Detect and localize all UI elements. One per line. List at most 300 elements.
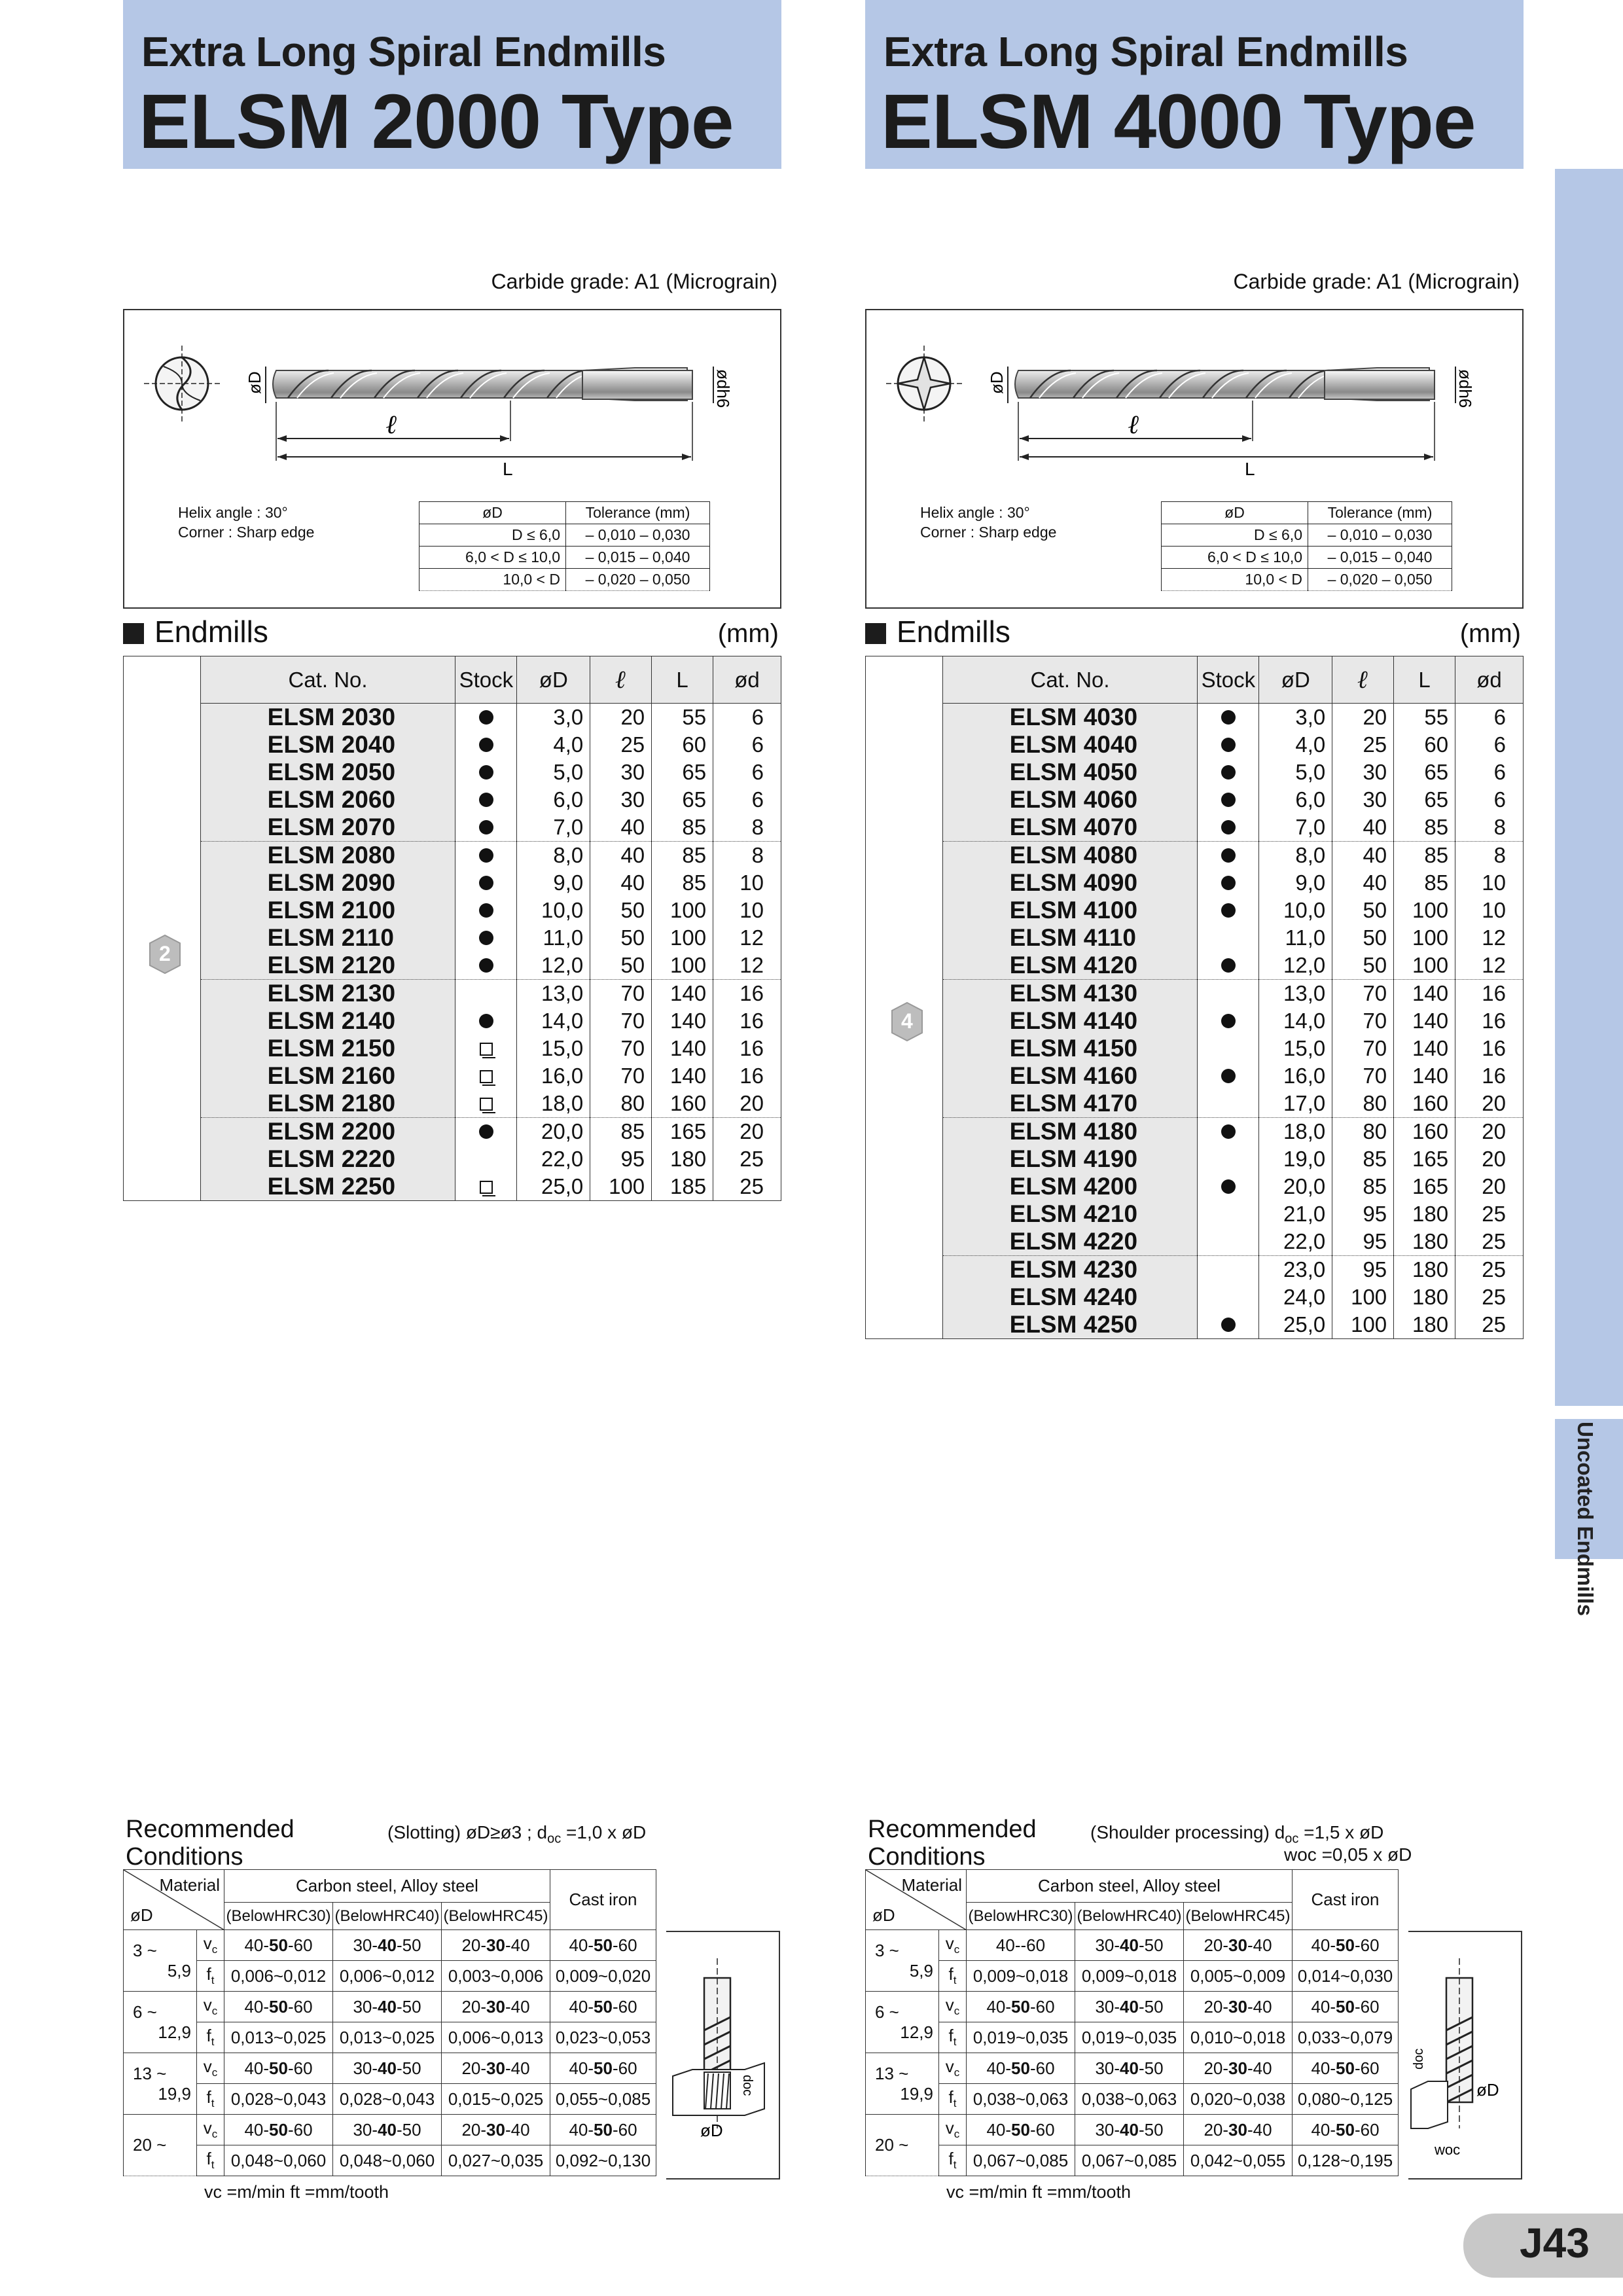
table-row (866, 1256, 1524, 1284)
flute-length: 95 (1332, 1228, 1394, 1256)
diameter: 6,0 (1259, 786, 1332, 814)
condition-value: 0,020~0,038 (1184, 2084, 1293, 2115)
stock-cell (1198, 980, 1259, 1008)
vc-symbol: $v_c$ (197, 2053, 224, 2084)
condition-value: 40-50-60 (550, 1930, 656, 1961)
tolerance-row (1162, 502, 1452, 524)
diameter: 15,0 (1259, 1035, 1332, 1062)
stock-cell (1198, 952, 1259, 980)
cat-no: ELSM 4060 (942, 786, 1198, 814)
stock-cell (455, 1007, 517, 1035)
cat-no: ELSM 2070 (200, 814, 455, 842)
in-stock-icon (1221, 765, 1236, 780)
diameter: 13,0 (517, 980, 590, 1008)
flute-length: 85 (1332, 1173, 1394, 1200)
stock-cell (1198, 1200, 1259, 1228)
in-stock-icon (479, 820, 493, 834)
overall-length: 140 (652, 980, 713, 1008)
condition-value: 0,003~0,006 (442, 1961, 550, 1992)
cat-no: ELSM 4100 (942, 897, 1198, 924)
stock-cell (1198, 759, 1259, 786)
tolerance-value: Tolerance (mm) (566, 502, 710, 524)
diameter: 4,0 (1259, 731, 1332, 759)
cutting-illustration (666, 1931, 780, 2179)
ft-row (866, 2022, 1399, 2053)
in-stock-icon (479, 848, 493, 863)
overall-length: 65 (652, 786, 713, 814)
table-row (866, 924, 1524, 952)
shank-diameter: 25 (1455, 1228, 1524, 1256)
vc-row (124, 1930, 656, 1961)
flute-length: 50 (1332, 924, 1394, 952)
column-header: Stock (1198, 656, 1259, 704)
overall-length: 85 (1394, 814, 1455, 842)
ft-symbol: $f_t$ (939, 2084, 967, 2115)
shank-diameter: 20 (713, 1090, 781, 1118)
vc-row (866, 2115, 1399, 2145)
condition-value: 0,006~0,012 (224, 1961, 333, 1992)
diameter: 20,0 (1259, 1173, 1332, 1200)
condition-value: 40-50-60 (1293, 1992, 1399, 2022)
ft-row (124, 2022, 656, 2053)
condition-value: 20-30-40 (442, 2053, 550, 2084)
flute-length: 85 (590, 1118, 652, 1146)
shank-diameter: 20 (1455, 1118, 1524, 1146)
shank-diameter: 6 (1455, 786, 1524, 814)
stock-cell (1198, 1311, 1259, 1339)
diameter: 11,0 (1259, 924, 1332, 952)
flute-length: 50 (1332, 952, 1394, 980)
cutting-illustration (1408, 1931, 1522, 2179)
overall-length: 85 (1394, 869, 1455, 897)
flute-length: 30 (1332, 786, 1394, 814)
tolerance-value: – 0,020 – 0,050 (566, 569, 710, 591)
stock-cell (1198, 1283, 1259, 1311)
diameter-range: 3 ~ 5,9 (124, 1930, 197, 1992)
side-tab-label: Uncoated Endmills (1573, 1422, 1597, 1617)
condition-value: 20-30-40 (442, 1992, 550, 2022)
product-subtitle: Extra Long Spiral Endmills (141, 28, 666, 75)
diameter: 20,0 (517, 1118, 590, 1146)
steel-header: Carbon steel, Alloy steel (967, 1870, 1293, 1903)
flute-length: 40 (590, 814, 652, 842)
table-row (866, 1062, 1524, 1090)
column-header: Cat. No. (942, 656, 1198, 704)
condition-value: 0,067~0,085 (967, 2145, 1075, 2176)
cutting-tool-icon (666, 1932, 779, 2178)
flute-length: 70 (590, 980, 652, 1008)
column-elsm-2000 (123, 0, 781, 2296)
cat-no: ELSM 4240 (942, 1283, 1198, 1311)
dim-L-label: L (1245, 459, 1255, 479)
tolerance-value: – 0,015 – 0,040 (1308, 547, 1452, 569)
ft-symbol: $f_t$ (197, 2022, 224, 2053)
flute-length: 50 (590, 952, 652, 980)
diameter: 17,0 (1259, 1090, 1332, 1118)
flute-length: 40 (1332, 842, 1394, 870)
corner-type: Corner : Sharp edge (920, 524, 1057, 541)
flute-length: 25 (590, 731, 652, 759)
flute-count: 2 (159, 941, 171, 965)
cast-iron-header: Cast iron (550, 1870, 656, 1930)
svg-text:woc: woc (1435, 2142, 1461, 2158)
shank-diameter: 6 (1455, 704, 1524, 732)
flute-length: 70 (1332, 1062, 1394, 1090)
condition-value: 40-50-60 (224, 1992, 333, 2022)
in-stock-icon (1221, 710, 1236, 725)
stock-cell (455, 1173, 517, 1201)
overall-length: 180 (1394, 1200, 1455, 1228)
table-row (124, 1062, 781, 1090)
cat-no: ELSM 2120 (200, 952, 455, 980)
flute-length: 20 (1332, 704, 1394, 732)
shank-diameter: 16 (713, 1062, 781, 1090)
condition-value: 0,092~0,130 (550, 2145, 656, 2176)
tolerance-value: – 0,010 – 0,030 (566, 524, 710, 547)
ft-symbol: $f_t$ (939, 2145, 967, 2176)
stock-cell (1198, 1007, 1259, 1035)
overall-length: 100 (652, 897, 713, 924)
shank-diameter: 10 (713, 869, 781, 897)
flute-length: 50 (1332, 897, 1394, 924)
stock-cell (1198, 1228, 1259, 1256)
tolerance-table (419, 501, 710, 591)
flute-length: 50 (590, 897, 652, 924)
column-header: ød (713, 656, 781, 704)
diameter-range: 6 ~ 12,9 (866, 1992, 939, 2053)
hrc-label: (BelowHRC45) (442, 1903, 550, 1930)
stock-cell (1198, 1173, 1259, 1200)
in-stock-icon (1221, 793, 1236, 807)
overall-length: 180 (1394, 1311, 1455, 1339)
tolerance-row (419, 524, 710, 547)
stock-cell (455, 759, 517, 786)
overall-length: 160 (1394, 1090, 1455, 1118)
shank-diameter: 25 (713, 1145, 781, 1173)
shank-diameter: 10 (713, 897, 781, 924)
overall-length: 140 (652, 1035, 713, 1062)
stock-cell (1198, 1256, 1259, 1284)
tool-diagram-panel (123, 309, 781, 609)
overall-length: 180 (1394, 1256, 1455, 1284)
column-elsm-4000 (865, 0, 1524, 2296)
diameter: 13,0 (1259, 980, 1332, 1008)
section-heading (123, 614, 781, 651)
shank-diameter: 8 (713, 814, 781, 842)
table-row (866, 980, 1524, 1008)
cat-no: ELSM 2130 (200, 980, 455, 1008)
shank-diameter: 20 (1455, 1173, 1524, 1200)
overall-length: 85 (652, 814, 713, 842)
overall-length: 55 (652, 704, 713, 732)
condition-value: 0,048~0,060 (333, 2145, 442, 2176)
shank-diameter: 16 (713, 980, 781, 1008)
units-footnote: vc =m/min ft =mm/tooth (946, 2182, 1132, 2202)
in-stock-icon (479, 765, 493, 780)
overall-length: 180 (652, 1145, 713, 1173)
condition-value: 40-50-60 (1293, 1930, 1399, 1961)
shank-diameter: 12 (713, 924, 781, 952)
shank-diameter: 6 (713, 759, 781, 786)
table-row (866, 704, 1524, 732)
stock-cell (1198, 731, 1259, 759)
column-header: ℓ (1332, 656, 1394, 704)
condition-value: 40-50-60 (967, 1992, 1075, 2022)
dim-L-label: L (503, 459, 513, 479)
stock-cell (1198, 1118, 1259, 1146)
table-row (866, 1173, 1524, 1200)
vc-row (866, 1930, 1399, 1961)
flute-length: 70 (1332, 1035, 1394, 1062)
overall-length: 100 (1394, 924, 1455, 952)
condition-value: 0,028~0,043 (333, 2084, 442, 2115)
diameter: 12,0 (517, 952, 590, 980)
condition-value: 0,055~0,085 (550, 2084, 656, 2115)
table-row (866, 1200, 1524, 1228)
helix-info (920, 503, 1056, 542)
vc-row (124, 1992, 656, 2022)
overall-length: 165 (1394, 1173, 1455, 1200)
cat-no: ELSM 4080 (942, 842, 1198, 870)
diameter: 23,0 (1259, 1256, 1332, 1284)
flute-length: 40 (590, 842, 652, 870)
diameter: 3,0 (517, 704, 590, 732)
vc-symbol: $v_c$ (197, 2115, 224, 2145)
cat-no: ELSM 2200 (200, 1118, 455, 1146)
shank-diameter: 6 (713, 731, 781, 759)
stock-cell (455, 704, 517, 732)
side-tab[interactable] (1555, 1419, 1623, 1617)
column-header: øD (517, 656, 590, 704)
diameter: 5,0 (517, 759, 590, 786)
hrc-label: (BelowHRC30) (224, 1903, 333, 1930)
ft-row (866, 1961, 1399, 1992)
endmill-drawing (866, 310, 1524, 507)
in-stock-icon (1221, 1069, 1236, 1083)
ft-row (124, 2084, 656, 2115)
condition-value: 30-40-50 (1075, 1930, 1184, 1961)
column-header: ød (1455, 656, 1524, 704)
cutting-condition-woc: woc =0,05 x øD (1284, 1844, 1412, 1865)
diameter-range: 13 ~ 19,9 (866, 2053, 939, 2115)
flute-length: 40 (1332, 814, 1394, 842)
condition-value: 30-40-50 (1075, 2115, 1184, 2145)
shank-diameter: 25 (1455, 1283, 1524, 1311)
overall-length: 185 (652, 1173, 713, 1201)
hrc-label: (BelowHRC30) (967, 1903, 1075, 1930)
overall-length: 60 (1394, 731, 1455, 759)
condition-value: 20-30-40 (442, 1930, 550, 1961)
overall-length: 85 (652, 869, 713, 897)
flute-length: 70 (590, 1062, 652, 1090)
stock-cell (1198, 924, 1259, 952)
condition-value: 40-50-60 (224, 1930, 333, 1961)
tool-diagram-panel (865, 309, 1524, 609)
made-to-order-icon (480, 1070, 493, 1083)
end-view-icon (886, 346, 962, 422)
condition-value: 0,006~0,013 (442, 2022, 550, 2053)
condition-value: 40-50-60 (550, 1992, 656, 2022)
overall-length: 140 (652, 1007, 713, 1035)
overall-length: 165 (1394, 1145, 1455, 1173)
overall-length: 140 (652, 1062, 713, 1090)
cat-no: ELSM 2050 (200, 759, 455, 786)
condition-value: 40--60 (967, 1930, 1075, 1961)
column-header: Cat. No. (200, 656, 455, 704)
condition-value: 0,128~0,195 (1293, 2145, 1399, 2176)
ft-row (124, 2145, 656, 2176)
overall-length: 180 (1394, 1228, 1455, 1256)
tolerance-range: D ≤ 6,0 (419, 524, 566, 547)
tolerance-range: øD (1162, 502, 1308, 524)
cat-no: ELSM 4180 (942, 1118, 1198, 1146)
hrc-label: (BelowHRC40) (1075, 1903, 1184, 1930)
cat-no: ELSM 4170 (942, 1090, 1198, 1118)
shank-diameter: 25 (1455, 1256, 1524, 1284)
stock-cell (455, 1145, 517, 1173)
stock-cell (1198, 786, 1259, 814)
cat-no: ELSM 4040 (942, 731, 1198, 759)
overall-length: 165 (652, 1118, 713, 1146)
stock-cell (1198, 1145, 1259, 1173)
stock-cell (455, 897, 517, 924)
made-to-order-icon (480, 1043, 493, 1056)
flute-count-badge (889, 1001, 925, 1042)
cat-no: ELSM 4190 (942, 1145, 1198, 1173)
table-row (124, 952, 781, 980)
stock-cell (455, 786, 517, 814)
flute-length: 40 (590, 869, 652, 897)
shank-diameter: 12 (1455, 924, 1524, 952)
condition-value: 0,014~0,030 (1293, 1961, 1399, 1992)
ft-row (124, 1961, 656, 1992)
cat-no: ELSM 2250 (200, 1173, 455, 1201)
table-row (124, 786, 781, 814)
table-row (866, 1035, 1524, 1062)
diameter: 9,0 (1259, 869, 1332, 897)
condition-value: 0,019~0,035 (1075, 2022, 1184, 2053)
cat-no: ELSM 2060 (200, 786, 455, 814)
cond-header-row (124, 1870, 656, 1903)
stock-cell (455, 842, 517, 870)
tolerance-range: 6,0 < D ≤ 10,0 (419, 547, 566, 569)
shank-diameter: 10 (1455, 897, 1524, 924)
stock-cell (455, 814, 517, 842)
diameter: 14,0 (517, 1007, 590, 1035)
diameter-range: 20 ~ (866, 2115, 939, 2176)
ft-symbol: $f_t$ (197, 2145, 224, 2176)
cat-no: ELSM 2110 (200, 924, 455, 952)
condition-value: 0,080~0,125 (1293, 2084, 1399, 2115)
table-row (124, 842, 781, 870)
table-row (866, 814, 1524, 842)
flute-length: 100 (590, 1173, 652, 1201)
diameter: 7,0 (1259, 814, 1332, 842)
shank-diameter: 16 (1455, 980, 1524, 1008)
column-header: ℓ (590, 656, 652, 704)
shank-diameter: 8 (1455, 842, 1524, 870)
flute-length: 70 (1332, 1007, 1394, 1035)
flute-length: 85 (1332, 1145, 1394, 1173)
cutting-condition: (Shoulder processing) $d_{oc} =1,5$ x øD (1090, 1822, 1384, 1846)
table-row (124, 814, 781, 842)
in-stock-icon (479, 1124, 493, 1139)
cat-no: ELSM 4230 (942, 1256, 1198, 1284)
tolerance-range: øD (419, 502, 566, 524)
flute-length: 95 (1332, 1256, 1394, 1284)
overall-length: 100 (1394, 897, 1455, 924)
table-row (866, 1090, 1524, 1118)
flute-length: 70 (590, 1007, 652, 1035)
made-to-order-icon (480, 1098, 493, 1111)
dim-d-label: øD (987, 371, 1007, 394)
diameter: 25,0 (1259, 1311, 1332, 1339)
table-row (124, 1145, 781, 1173)
condition-value: 30-40-50 (1075, 2053, 1184, 2084)
in-stock-icon (1221, 1124, 1236, 1139)
condition-value: 20-30-40 (1184, 2053, 1293, 2084)
condition-value: 0,023~0,053 (550, 2022, 656, 2053)
condition-value: 0,067~0,085 (1075, 2145, 1184, 2176)
overall-length: 65 (1394, 786, 1455, 814)
cat-no: ELSM 4160 (942, 1062, 1198, 1090)
vc-row (866, 1992, 1399, 2022)
shank-diameter: 10 (1455, 869, 1524, 897)
conditions-table (123, 1869, 656, 2176)
condition-value: 0,006~0,012 (333, 1961, 442, 1992)
section-title: Endmills (897, 615, 1010, 649)
tolerance-value: Tolerance (mm) (1308, 502, 1452, 524)
shank-diameter: 16 (1455, 1035, 1524, 1062)
endmill-drawing (124, 310, 781, 507)
helix-angle: Helix angle : 30° (178, 504, 288, 521)
overall-length: 160 (1394, 1118, 1455, 1146)
stock-cell (1198, 1090, 1259, 1118)
shank-diameter: 16 (713, 1007, 781, 1035)
flute-length: 50 (590, 924, 652, 952)
condition-value: 40-50-60 (550, 2115, 656, 2145)
table-row (124, 731, 781, 759)
in-stock-icon (1221, 958, 1236, 973)
condition-value: 40-50-60 (224, 2053, 333, 2084)
dim-l-label: ℓ (1128, 410, 1140, 439)
condition-value: 40-50-60 (1293, 2115, 1399, 2145)
stock-cell (1198, 1035, 1259, 1062)
flute-length: 20 (590, 704, 652, 732)
overall-length: 140 (1394, 980, 1455, 1008)
table-row (866, 1283, 1524, 1311)
table-row (866, 842, 1524, 870)
condition-value: 0,009~0,020 (550, 1961, 656, 1992)
endmill-table (123, 656, 781, 1201)
condition-value: 30-40-50 (1075, 1992, 1184, 2022)
flute-length: 100 (1332, 1311, 1394, 1339)
table-row (124, 704, 781, 732)
diameter: 10,0 (517, 897, 590, 924)
section-heading (865, 614, 1524, 651)
in-stock-icon (479, 793, 493, 807)
diameter-range: 3 ~ 5,9 (866, 1930, 939, 1992)
condition-value: 0,048~0,060 (224, 2145, 333, 2176)
cat-no: ELSM 4090 (942, 869, 1198, 897)
diameter: 21,0 (1259, 1200, 1332, 1228)
shank-diameter: 8 (1455, 814, 1524, 842)
flute-length: 95 (590, 1145, 652, 1173)
table-header-row (866, 656, 1524, 704)
condition-value: 40-50-60 (550, 2053, 656, 2084)
tolerance-row (419, 547, 710, 569)
vc-row (124, 2053, 656, 2084)
